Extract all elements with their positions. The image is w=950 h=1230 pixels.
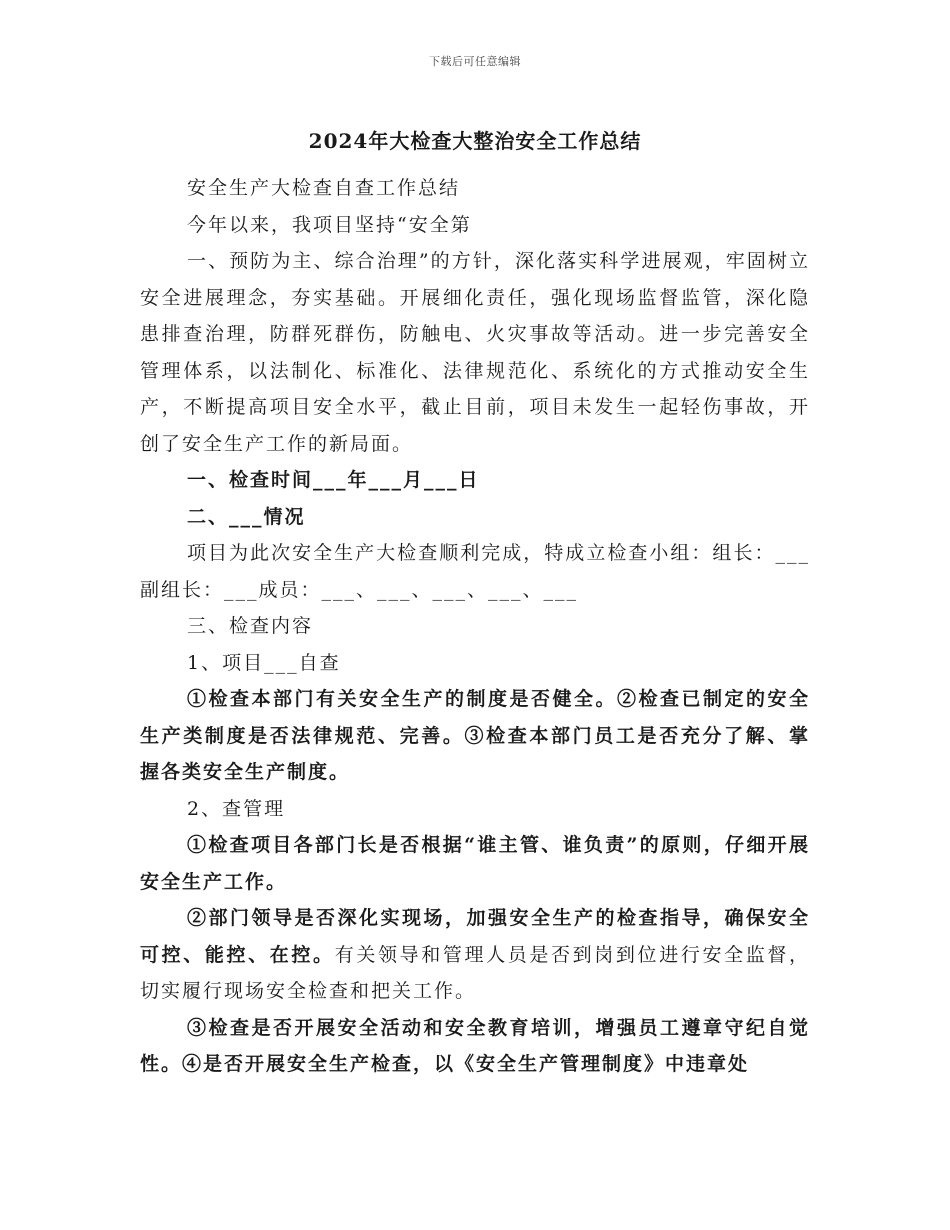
paragraph-training: ③检查是否开展安全活动和安全教育培训，增强员工遵章守纪自觉性。④是否开展安全生产检查，以《安全生产管理制度》中违章处 [140,1016,810,1075]
paragraph-rules-check: ①检查本部门有关安全生产的制度是否健全。②检查已制定的安全生产类制度是否法律规范、完善。③检查本部门员工是否充分了解、掌握各类安全生产制度。 [140,688,810,783]
page-header-note: 下载后可任意编辑 [429,55,521,68]
paragraph-leadership [140,900,810,1010]
heading-inspection-content: 三、检查内容 [187,615,314,637]
paragraph-responsibility: ①检查项目各部门长是否根据“谁主管、谁负责”的原则，仔细开展安全生产工作。 [140,834,810,893]
heading-inspection-time: 一、检查时间___年___月___日 [187,469,480,491]
paragraph-intro: 今年以来，我项目坚持“安全第 [187,213,472,236]
heading-situation: 二、___情况 [187,505,306,528]
paragraph-subtitle: 安全生产大检查自查工作总结 [187,177,461,199]
paragraph-policy: 一、预防为主、综合治理”的方针，深化落实科学进展观，牢固树立安全进展理念，夯实基础。开展细化责任，强化现场监督监管，深化隐患排查治理，防群死群伤，防触电、火灾事故等活动。进一步完善安全管理体系，以法制化、标准化、法律规范化、系统化的方式推动安全生产，不断提高项目安全水平，截止目前，项目未发生一起轻伤事故，开创了安全生产工作的新局面。 [140,250,810,455]
heading-management: 2、查管理 [187,797,286,820]
document-body [140,170,810,1083]
heading-self-check: 1、项目___自查 [187,651,341,674]
paragraph-leadership-bold: ②部门领导是否深化实现场，加强安全生产的检查指导，确保安全可控、能控、在控。 [140,907,810,966]
document-title: 2024年大检查大整治安全工作总结 [308,129,642,153]
paragraph-leadership-normal: 有关领导和管理人员是否到岗到位进行安全监督，切实履行现场安全检查和把关工作。 [140,943,810,1002]
paragraph-team: 项目为此次安全生产大检查顺利完成，特成立检查小组：组长：___副组长：___成员：___、___、___、___、___ [140,542,810,601]
